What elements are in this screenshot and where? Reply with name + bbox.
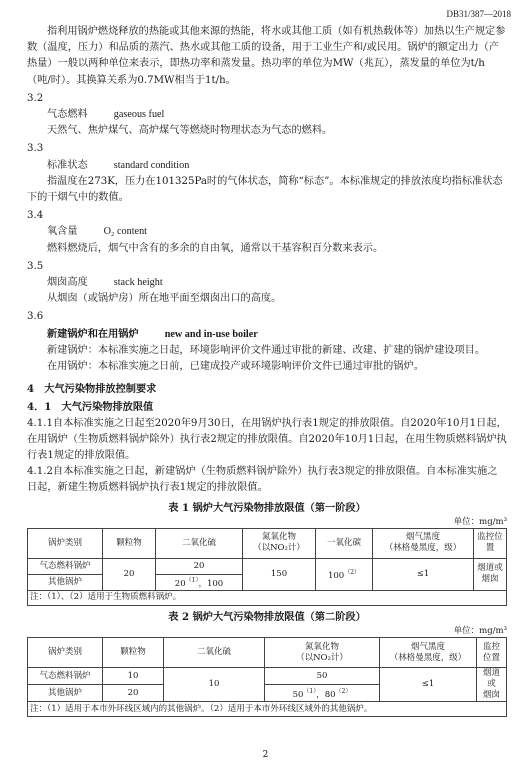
def-3-6 bbox=[27, 309, 507, 375]
header-cell: 二氧化硫 bbox=[164, 638, 265, 668]
doc-code: DB31/387—2018 bbox=[446, 9, 511, 19]
table1-unit: 单位：mg/m³ bbox=[453, 516, 507, 527]
term-line bbox=[47, 326, 507, 343]
document-body bbox=[27, 24, 507, 717]
header-cell: 锅炉类别 bbox=[28, 638, 103, 668]
header-cell: 颗粒物 bbox=[103, 638, 164, 668]
header-cell: 监控位置 bbox=[474, 528, 507, 558]
term-definition: 指温度在273K，压力在101325Pa时的气体状态，简称“标态”。本标准规定的排放浓度均指标准状态下的干烟气中的数值。 bbox=[27, 175, 503, 204]
cell-co: $100^{(2)}$ bbox=[316, 558, 373, 590]
cell-pm: 20 bbox=[103, 558, 156, 590]
clause-4-1-1: 4.1.1自本标准实施之日起至2020年9月30日，在用锅炉执行表1规定的排放限值。自2020年10月1日起，在用锅炉（生物质燃料锅炉除外）执行表2规定的排放限值。自2020年10月1日起，在用生物质燃料锅炉执行表1规定的排放限值。 bbox=[27, 417, 507, 462]
cell-so2: 20 bbox=[156, 558, 243, 574]
table2-title: 表 2 锅炉大气污染物排放限值（第二阶段） bbox=[168, 610, 366, 623]
def-3-2 bbox=[27, 91, 507, 140]
section-heading: 4 大气污染物排放控制要求 bbox=[27, 383, 157, 396]
term-definition-inuse: 在用锅炉：本标准实施之日前，已建成投产或环境影响评价文件已通过审批的锅炉。 bbox=[47, 361, 424, 373]
table-row bbox=[28, 668, 507, 685]
table2 bbox=[27, 637, 507, 717]
term-zh: 新建锅炉和在用锅炉 bbox=[47, 327, 139, 340]
clause-number: 3.5 bbox=[27, 260, 44, 272]
term-zh: 气态燃料 bbox=[47, 109, 88, 121]
cell-type: 其他锅炉 bbox=[28, 685, 103, 702]
cell-type: 气态燃料锅炉 bbox=[28, 558, 103, 574]
header-cell: 氮氧化物 （以NO₂计） bbox=[243, 528, 316, 558]
clause-4-1-2: 4.1.2自本标准实施之日起，新建锅炉（生物质燃料锅炉除外）执行表3规定的排放限值。自本标准实施之日起，新建生物质燃料锅炉执行表1规定的排放限值。 bbox=[27, 466, 498, 494]
term-en: standard condition bbox=[113, 159, 190, 171]
table1 bbox=[27, 528, 507, 606]
term-definition: 燃料燃烧后，烟气中含有的多余的自由氧，通常以干基容积百分数来表示。 bbox=[47, 242, 384, 254]
term-definition: 从烟囱（或锅炉房）所在地平面至烟囱出口的高度。 bbox=[47, 293, 282, 305]
term-line bbox=[47, 224, 507, 240]
header-cell: 氮氧化物 （以NO₂计） bbox=[265, 638, 380, 668]
cell-smoke: ≤1 bbox=[373, 558, 474, 590]
cell-pm: 10 bbox=[103, 668, 164, 685]
page-number: 2 bbox=[262, 750, 269, 760]
cell-nox: 150 bbox=[243, 558, 316, 590]
clause-number: 3.4 bbox=[27, 210, 44, 222]
cell-smoke: ≤1 bbox=[380, 668, 477, 702]
subsection-heading: 4．1 大气污染物排放限值 bbox=[27, 401, 154, 414]
def-3-4 bbox=[27, 208, 507, 257]
term-definition-new: 新建锅炉：本标准实施之日起，环境影响评价文件通过审批的新建、改建、扩建的锅炉建设项目。 bbox=[47, 344, 486, 356]
header-cell: 锅炉类别 bbox=[28, 528, 103, 558]
term-zh: 氧含量 bbox=[47, 226, 78, 238]
table-note: 注：（1）、（2）适用于生物质燃料锅炉。 bbox=[28, 590, 507, 605]
term-line bbox=[47, 275, 507, 291]
term-zh: 烟囱高度 bbox=[47, 277, 88, 289]
table2-unit: 单位：mg/m³ bbox=[453, 626, 507, 637]
header-cell: 烟气黑度 （林格曼黑度，级） bbox=[373, 528, 474, 558]
clause-number: 3.3 bbox=[27, 143, 44, 155]
cell-type: 其他锅炉 bbox=[28, 574, 103, 590]
table1-title: 表 1 锅炉大气污染物排放限值（第一阶段） bbox=[168, 501, 366, 514]
header-cell: 一氧化碳 bbox=[316, 528, 373, 558]
cell-nox: $50^{(1)}$，$80^{(2)}$ bbox=[265, 685, 380, 702]
table-header-row bbox=[28, 528, 507, 558]
clause-number: 3.2 bbox=[27, 92, 44, 104]
cell-monitor: 烟道或 烟囱 bbox=[477, 668, 507, 702]
header-cell: 监控位置 bbox=[477, 638, 507, 668]
table-note-row bbox=[28, 590, 507, 605]
table-note: 注：（1）适用于本市外环线区域内的其他锅炉。（2）适用于本市外环线区域外的其他锅炉。 bbox=[28, 702, 507, 717]
cell-so2: 10 bbox=[164, 668, 265, 702]
term-line bbox=[47, 158, 507, 174]
cell-nox: 50 bbox=[265, 668, 380, 685]
cell-so2: $20^{(1)}$，100 bbox=[156, 574, 243, 590]
header-cell: 二氧化硫 bbox=[156, 528, 243, 558]
cell-monitor: 烟道或 烟囱 bbox=[474, 558, 507, 590]
table-row bbox=[28, 558, 507, 574]
cell-type: 气态燃料锅炉 bbox=[28, 668, 103, 685]
term-line bbox=[47, 107, 507, 123]
clause-number: 3.6 bbox=[27, 311, 44, 323]
term-zh: 标准状态 bbox=[47, 159, 88, 171]
term-en: gaseous fuel bbox=[113, 109, 165, 121]
term-en: stack height bbox=[113, 277, 163, 289]
header-cell: 颗粒物 bbox=[103, 528, 156, 558]
table-note-row bbox=[28, 702, 507, 717]
def-3-5 bbox=[27, 259, 507, 308]
def-3-3 bbox=[27, 141, 507, 206]
cell-pm: 20 bbox=[103, 685, 164, 702]
header-cell: 烟气黑度 （林格曼黑度，级） bbox=[380, 638, 477, 668]
term-en: new and in-use boiler bbox=[164, 328, 258, 340]
intro-paragraph: 指利用锅炉燃烧释放的热能或其他来源的热能，将水或其他工质（如有机热载体等）加热以生产规定参数（温度，压力）和品质的蒸汽、热水或其他工质的设备，用于工业生产和/或民用。锅炉的额定出力（产热量）一般以两种单位来表示，即热功率和蒸发量。热功率的单位为MW（兆瓦），蒸发量的单位为t/h（吨/时）。其换算关系为0.7MW相当于1t/h。 bbox=[27, 26, 506, 86]
term-definition: 天然气、焦炉煤气、高炉煤气等燃烧时物理状态为气态的燃料。 bbox=[47, 125, 333, 137]
table-header-row bbox=[28, 638, 507, 668]
term-en: O₂ content bbox=[103, 226, 148, 238]
